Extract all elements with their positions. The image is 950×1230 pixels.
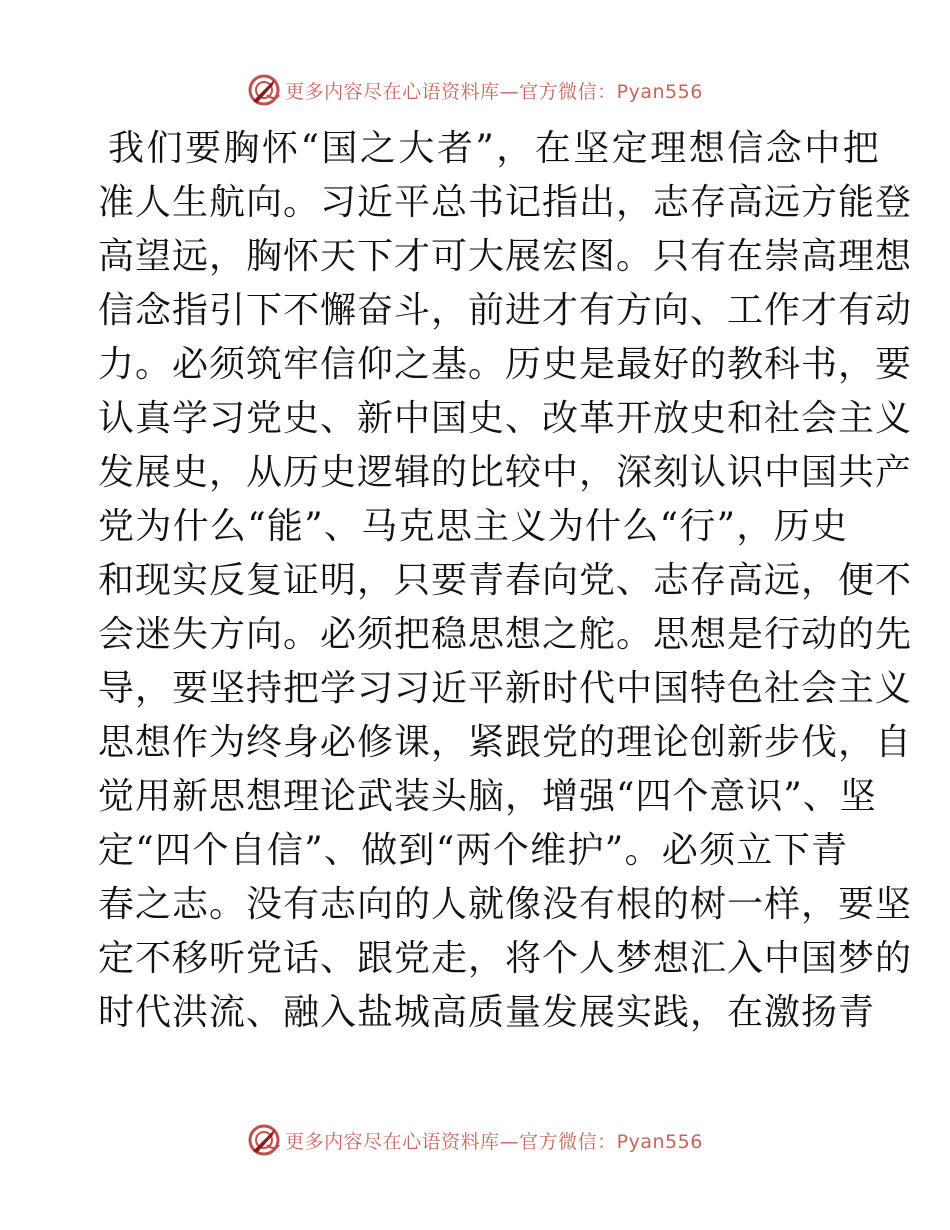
watermark-handle: Pyan556 bbox=[616, 80, 703, 103]
paragraph-line: 导，要坚持把学习习近平新时代中国特色社会主义 bbox=[98, 668, 913, 709]
watermark-text: 更多内容尽在心语资料库—官方微信： bbox=[285, 1130, 617, 1153]
paragraph-line: 春之志。没有志向的人就像没有根的树一样，要坚 bbox=[98, 884, 913, 925]
paragraph-line: 发展史，从历史逻辑的比较中，深刻认识中国共产 bbox=[98, 452, 913, 493]
paragraph-line: 定“四个自信”、做到“两个维护”。必须立下青 bbox=[98, 830, 848, 871]
header-watermark bbox=[0, 70, 950, 110]
watermark-handle: Pyan556 bbox=[616, 1130, 703, 1153]
paragraph-line: 会迷失方向。必须把稳思想之舵。思想是行动的先 bbox=[98, 614, 913, 655]
paragraph-line: 高望远，胸怀天下才可大展宏图。只有在崇高理想 bbox=[98, 236, 913, 277]
paragraph-line: 准人生航向。习近平总书记指出，志存高远方能登 bbox=[98, 182, 913, 223]
paragraph-line: 认真学习党史、新中国史、改革开放史和社会主义 bbox=[98, 398, 913, 439]
brand-logo-icon bbox=[247, 73, 281, 107]
paragraph-line: 党为什么“能”、马克思主义为什么“行”，历史 bbox=[98, 506, 848, 547]
paragraph-line: 信念指引下不懈奋斗，前进才有方向、工作才有动 bbox=[98, 290, 913, 331]
paragraph-line: 觉用新思想理论武装头脑，增强“四个意识”、坚 bbox=[98, 776, 877, 817]
paragraph-line: 和现实反复证明，只要青春向党、志存高远，便不 bbox=[98, 560, 913, 601]
paragraph-line: 力。必须筑牢信仰之基。历史是最好的教科书，要 bbox=[98, 344, 913, 385]
watermark-text: 更多内容尽在心语资料库—官方微信： bbox=[285, 80, 617, 103]
paragraph-line: 定不移听党话、跟党走，将个人梦想汇入中国梦的 bbox=[98, 938, 913, 979]
brand-logo-icon bbox=[247, 1123, 281, 1157]
paragraph-line: 我们要胸怀“国之大者”，在坚定理想信念中把 bbox=[108, 128, 882, 169]
paragraph-line: 思想作为终身必修课，紧跟党的理论创新步伐，自 bbox=[98, 722, 913, 763]
paragraph-line: 时代洪流、融入盐城高质量发展实践，在激扬青 bbox=[98, 992, 876, 1033]
footer-watermark bbox=[0, 1120, 950, 1160]
document-paragraph bbox=[98, 122, 913, 1040]
